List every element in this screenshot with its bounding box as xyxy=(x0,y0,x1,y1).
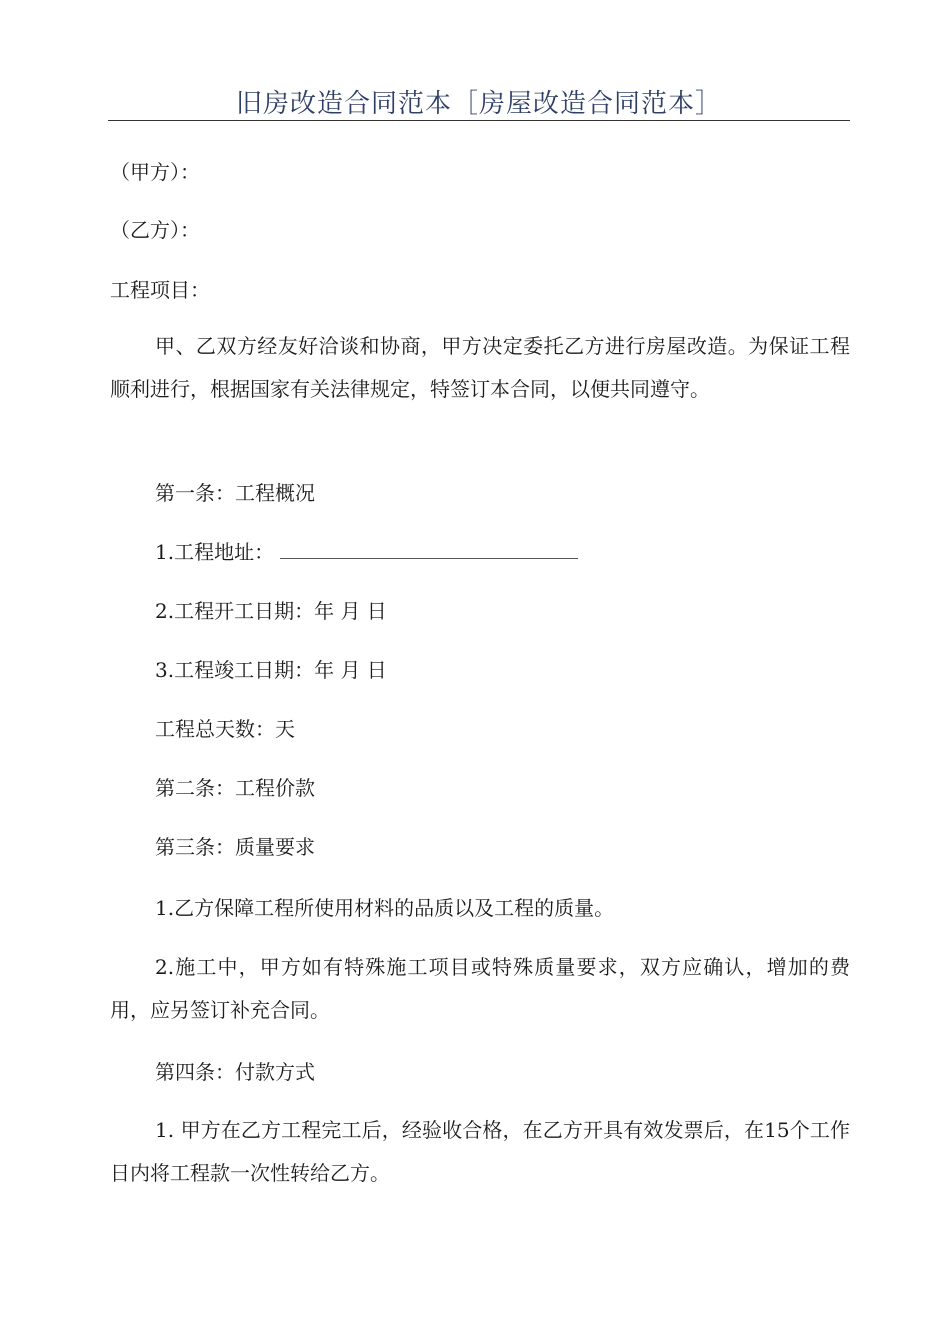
total-days-line: 工程总天数：天 xyxy=(155,717,295,741)
address-label: 1.工程地址： xyxy=(155,540,275,564)
party-b-line: （乙方）： xyxy=(110,218,200,242)
article-3-item-2: 2.施工中，甲方如有特殊施工项目或特殊质量要求，双方应确认，增加的费用，应另签订补充合同。 xyxy=(110,955,850,1022)
article-3-item-1: 1.乙方保障工程所使用材料的品质以及工程的质量。 xyxy=(155,896,615,920)
party-a-line: （甲方）： xyxy=(110,160,200,184)
article-4-item-1: 1. 甲方在乙方工程完工后，经验收合格，在乙方开具有效发票后，在15个工作日内将工程款一次性转给乙方。 xyxy=(110,1118,850,1185)
article-1-heading: 第一条：工程概况 xyxy=(155,481,315,505)
article-4-heading: 第四条：付款方式 xyxy=(155,1060,315,1084)
start-date-line: 2.工程开工日期：年 月 日 xyxy=(155,599,387,623)
end-date-line: 3.工程竣工日期：年 月 日 xyxy=(155,658,387,682)
document-title: 旧房改造合同范本［房屋改造合同范本］ xyxy=(235,89,722,119)
article-3-heading: 第三条：质量要求 xyxy=(155,835,315,859)
title-underline xyxy=(108,120,850,121)
project-line: 工程项目： xyxy=(110,278,210,302)
intro-paragraph: 甲、乙双方经友好洽谈和协商，甲方决定委托乙方进行房屋改造。为保证工程顺利进行，根据国家有关法律规定，特签订本合同，以便共同遵守。 xyxy=(110,334,850,401)
address-line xyxy=(155,537,850,567)
address-blank-field xyxy=(280,538,578,559)
article-2-heading: 第二条：工程价款 xyxy=(155,776,315,800)
